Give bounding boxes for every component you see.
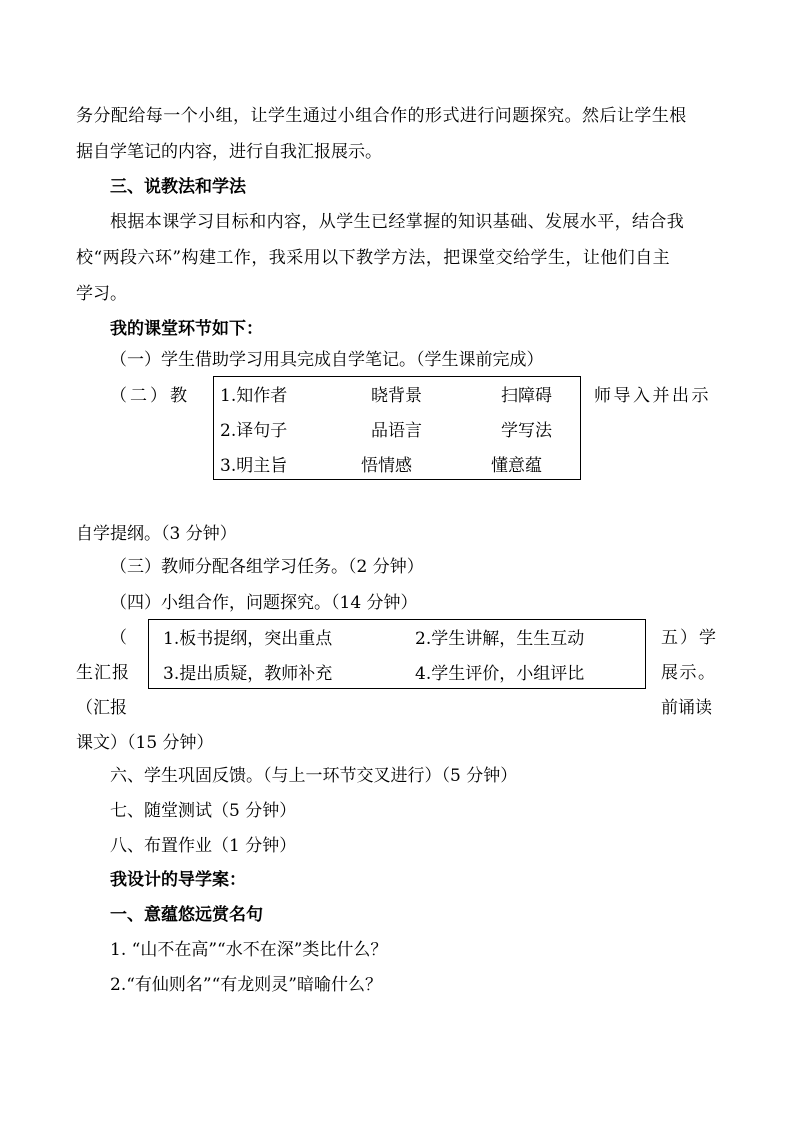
- step-line: 展示。: [661, 663, 717, 683]
- design-title: 我设计的导学案：: [110, 870, 246, 890]
- step-line: （一）学生借助学习用具完成自学笔记。（学生课前完成）: [110, 350, 544, 370]
- step-line: （汇报: [76, 698, 127, 718]
- paragraph-line: 学习。: [76, 284, 127, 304]
- step-line: 六、学生巩固反馈。（与上一环节交叉进行）（5 分钟）: [110, 766, 518, 786]
- outline-item: 品语言: [371, 421, 422, 441]
- step-line: （: [110, 628, 127, 648]
- outline-item: 晓背景: [371, 386, 422, 406]
- step-line: 自学提纲。（3 分钟）: [76, 524, 237, 544]
- outline-item: 2.译句子: [220, 421, 288, 441]
- outline-item: 学写法: [501, 421, 552, 441]
- step-line: 生汇报: [76, 663, 130, 683]
- step-line: （三）教师分配各组学习任务。（2 分钟）: [110, 557, 424, 577]
- paragraph-line: 据自学笔记的内容，进行自我汇报展示。: [76, 142, 382, 162]
- outline-item: 懂意蕴: [491, 456, 542, 476]
- steps-item: 2.学生讲解，生生互动: [415, 629, 585, 649]
- paragraph-line: 校“两段六环”构建工作，我采用以下教学方法，把课堂交给学生，让他们自主: [76, 248, 671, 268]
- paragraph-line: 根据本课学习目标和内容，从学生已经掌握的知识基础、发展水平，结合我: [110, 212, 685, 232]
- steps-item: 4.学生评价，小组评比: [415, 664, 585, 684]
- step-line: 五）学: [661, 628, 718, 648]
- outline-item: 悟情感: [361, 456, 412, 476]
- outline-item: 3.明主旨: [220, 456, 288, 476]
- step-line: 八、布置作业（1 分钟）: [110, 836, 297, 856]
- step-line: （二）教: [110, 386, 190, 406]
- question: 2.“有仙则名”“有龙则灵”暗喻什么？: [110, 975, 382, 995]
- paragraph-line: 务分配给每一个小组，让学生通过小组合作的形式进行问题探究。然后让学生根: [76, 106, 687, 126]
- question: 1. “山不在高”“水不在深”类比什么？: [110, 940, 388, 960]
- steps-box: [148, 619, 646, 689]
- outline-box: [213, 376, 581, 480]
- step-line: 前诵读: [661, 698, 712, 718]
- steps-title: 我的课堂环节如下：: [110, 319, 263, 339]
- outline-item: 扫障碍: [501, 386, 552, 406]
- step-line: 师导入并出示: [594, 386, 711, 406]
- steps-item: 1.板书提纲，突出重点: [163, 629, 333, 649]
- section-heading: 一、意蕴悠远赏名句: [110, 905, 263, 925]
- section-heading: 三、说教法和学法: [110, 177, 246, 197]
- step-line: （四）小组合作，问题探究。（14 分钟）: [110, 593, 418, 613]
- outline-item: 1.知作者: [220, 386, 288, 406]
- step-line: 七、随堂测试（5 分钟）: [110, 801, 297, 821]
- steps-item: 3.提出质疑，教师补充: [163, 664, 333, 684]
- step-line: 课文）（15 分钟）: [76, 733, 214, 753]
